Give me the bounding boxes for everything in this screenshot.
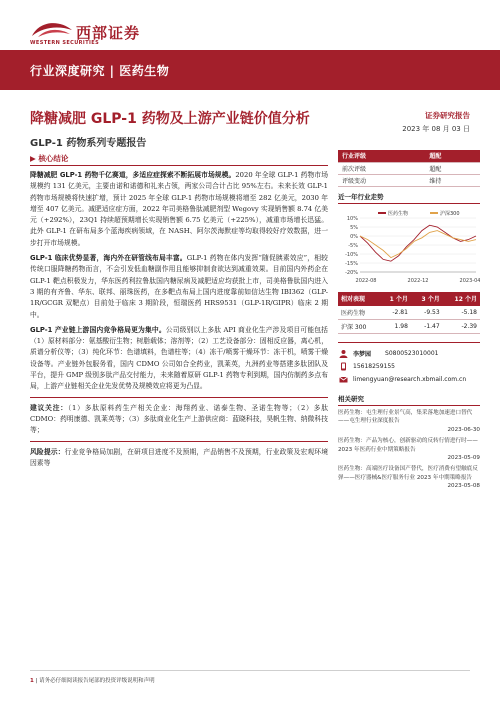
performance-header-cell: 相对表现 bbox=[338, 292, 379, 306]
series-line-pharma bbox=[360, 225, 476, 261]
analyst-email-row[interactable] bbox=[338, 373, 480, 386]
legend-item-pharma bbox=[378, 210, 408, 217]
y-tick-label: 0% bbox=[350, 233, 358, 240]
related-research-date: 2023-05-08 bbox=[447, 483, 480, 490]
paragraph-market bbox=[30, 170, 328, 249]
y-tick-label: 5% bbox=[350, 224, 358, 231]
y-tick-label: -5% bbox=[348, 242, 358, 249]
paragraph-supply-chain bbox=[30, 325, 328, 393]
performance-cell: -9.53 bbox=[411, 306, 443, 320]
related-research-date: 2023-05-09 bbox=[447, 455, 480, 462]
paragraph-lead: GLP-1 产业链上游国内竞争格局更为集中。 bbox=[30, 325, 166, 334]
trend-chart bbox=[338, 206, 480, 286]
paragraph-lead: 风险提示： bbox=[30, 447, 65, 456]
related-research-title[interactable]: 医药生物：屯生理行业景气高，集采落地加速进口替代——屯生理行业深度报告 bbox=[338, 410, 473, 425]
analyst-card bbox=[338, 342, 480, 386]
analyst-email[interactable]: limengyuan@research.xbmail.com.cn bbox=[353, 376, 467, 383]
analyst-license: S0800523010001 bbox=[385, 350, 439, 357]
analyst-name: 李梦园 bbox=[353, 351, 372, 358]
person-icon bbox=[338, 349, 348, 359]
rating-row bbox=[338, 162, 480, 174]
performance-header-row bbox=[338, 292, 480, 306]
legend-label: 沪深300 bbox=[440, 210, 460, 217]
rating-table bbox=[338, 150, 480, 187]
logo-chinese: 西部证券 bbox=[76, 24, 141, 42]
paragraph-divider bbox=[30, 397, 328, 398]
y-tick-label: -10% bbox=[345, 251, 358, 258]
x-tick-label: 2022-08 bbox=[355, 277, 377, 284]
related-research-item[interactable] bbox=[338, 409, 480, 434]
rating-value: 维持 bbox=[425, 174, 480, 186]
report-subtitle: GLP-1 药物系列专题报告 bbox=[30, 138, 147, 149]
trend-chart-svg bbox=[338, 206, 480, 286]
performance-table bbox=[338, 292, 480, 335]
performance-header-cell: 1 个月 bbox=[379, 292, 411, 306]
paragraph-pipeline bbox=[30, 253, 328, 321]
sidebar bbox=[338, 150, 480, 491]
paragraph-risk bbox=[30, 447, 328, 470]
analyst-phone-row bbox=[338, 360, 480, 373]
paragraph-lead: 降糖减肥 GLP-1 药物千亿赛道，多适应症探索不断拓展市场规模。 bbox=[30, 171, 236, 179]
related-research-title[interactable]: 医药生物：高端医疗设备国产替代，医疗消费有望触底反弹——医疗器械&医疗服务行业 2023 年中期策略报告 bbox=[338, 466, 478, 481]
legend-item-csi300 bbox=[430, 210, 460, 217]
page-number: 1 bbox=[30, 678, 34, 684]
y-tick-label: 10% bbox=[346, 215, 358, 222]
paragraph-text: （1）多肽原料药生产相关企业：海翔药业、诺泰生物、圣诺生物等；（2）多肽 CDMO：药明康德、凯莱英等；（3）多肽商业化生产上游供应商：蓝晓科技，昊帆生物、纳微科技等； bbox=[30, 403, 328, 435]
page-footer bbox=[30, 676, 155, 684]
related-research-date: 2023-06-30 bbox=[447, 426, 480, 433]
performance-cell: 1.98 bbox=[379, 320, 411, 334]
footer-divider bbox=[30, 670, 470, 671]
rating-label: 行业评级 bbox=[338, 150, 425, 162]
performance-header-cell: 3 个月 bbox=[411, 292, 443, 306]
phone-icon bbox=[338, 362, 348, 372]
performance-row bbox=[338, 306, 480, 320]
x-tick-label: 2022-12 bbox=[407, 277, 429, 284]
performance-cell: -2.39 bbox=[443, 320, 480, 334]
rating-row bbox=[338, 150, 480, 162]
paragraph-text: 公司级别以上多肽 API 商业化生产涉及项目可能包括（1）原材料部分：氨基酸衍生物；树脂载体；溶剂等；（2）工艺设备部分：固相反应器，离心机，质谱分析仪等；（3）纯化环节：色谱填料，色谱柱等；（4）冻干/喷雾干燥环节：冻干机，喷雾干燥设备等。产业链外包服务看，国内 CDMO 公司如合全药业，凯莱英，九洲药业等搭建多肽团队及平台，提升 GMP 级别多肽产品交付能力，未来随着原研 GLP-1 药物专利到期，国内仿制药多点布局，上游产业链相关企业先发优势及规模效应将更为凸显。 bbox=[30, 325, 328, 391]
rating-value: 超配 bbox=[425, 150, 480, 162]
report-type: 证券研究报告 bbox=[425, 111, 470, 120]
related-research-title[interactable]: 医药生物：产品为核心，创新驱动的反转行情进行时——2023 年医药行业中期策略报告 bbox=[338, 438, 478, 453]
rating-label: 前次评级 bbox=[338, 162, 425, 174]
footer-disclaimer: | 请务必仔细阅读报告尾部的投资评级说明和声明 bbox=[35, 678, 155, 684]
trend-chart-heading: 近一年行业走势 bbox=[338, 192, 480, 204]
performance-row bbox=[338, 320, 480, 334]
performance-cell: 医药生物 bbox=[338, 306, 379, 320]
y-tick-label: -20% bbox=[345, 269, 358, 276]
banner-category: 行业深度研究 | 医药生物 bbox=[30, 64, 170, 78]
report-date: 2023 年 08 月 03 日 bbox=[402, 125, 470, 133]
performance-header-cell: 12 个月 bbox=[443, 292, 480, 306]
rating-value: 超配 bbox=[425, 162, 480, 174]
rating-label: 评级变动 bbox=[338, 174, 425, 186]
related-research-heading: 相关研究 bbox=[338, 394, 480, 406]
analyst-name-row bbox=[338, 347, 480, 360]
rating-row bbox=[338, 174, 480, 186]
section-divider bbox=[30, 165, 328, 166]
related-research-item[interactable] bbox=[338, 437, 480, 462]
paragraph-text: GLP-1 药物在体内发挥“随促胰素效应”，相较传统口服降糖药物而言，不会引发低血糖副作用且能够抑制食欲达到减重效果。目前国内外药企在 GLP-1 靶点积极发力，华东医药利拉鲁肽国内糖尿病及减肥适应均获批上市，司美格鲁肽国内进入 3 期的有齐鲁、华东、联邦、丽珠医药，在多靶点布局上国内进度靠前如信达生物 IBI362（GLP-1R/GCGR 双靶点）目前处于临床 3 期阶段，恒瑞医药 HRS9531（GLP-1R/GIPR）临床 2 期中。 bbox=[30, 254, 328, 319]
performance-cell: 沪深 300 bbox=[338, 320, 379, 334]
paragraph-recommendation bbox=[30, 403, 328, 437]
paragraph-text: 2020 年全球 GLP-1 药物市场规模约 131 亿美元，主要由诺和诺德和礼来占领，两家公司合计占比 95%左右。未来长效 GLP-1 药物市场规模将快速扩增，预计 2025 年全球 GLP-1 药物市场规模将增至 282 亿美元，2030 年增至 407 亿美元。减肥适应症方面，2022 年司美格鲁肽减肥剂型 Wegovy 实现销售额 8.74 亿美元（+292%），23Q1 持续超预期增长实现销售额 6.75 亿美元（+225%），减重市场增长迅猛。此外 GLP-1 在研布局多个蓝海疾病领域，在 NASH、阿尔茨海默症等均取得较好疗效数据，进一步打开市场规模。 bbox=[30, 171, 328, 247]
paragraph-lead: 建议关注： bbox=[30, 403, 68, 412]
analyst-phone: 15618259155 bbox=[353, 363, 395, 370]
report-title: 降糖减肥 GLP-1 药物及上游产业链价值分析 bbox=[30, 111, 310, 127]
paragraph-text: 行业竞争格局加剧，在研项目进度不及预期，产品销售不及预期，行业政策及宏观环境因素等 bbox=[30, 447, 329, 467]
x-tick-label: 2023-04 bbox=[459, 277, 480, 284]
email-icon bbox=[338, 375, 348, 385]
core-conclusion-body bbox=[30, 170, 328, 473]
company-logo bbox=[30, 18, 150, 46]
header-banner bbox=[0, 50, 500, 90]
paragraph-lead: GLP-1 临床优势显著，海内外在研管线布局丰富。 bbox=[30, 254, 187, 263]
logo-english: WESTERN SECURITIES bbox=[30, 40, 100, 46]
performance-cell: -2.81 bbox=[379, 306, 411, 320]
related-research-item[interactable] bbox=[338, 465, 480, 490]
y-tick-label: -15% bbox=[345, 260, 358, 267]
performance-cell: -5.18 bbox=[443, 306, 480, 320]
paragraph-divider bbox=[30, 441, 328, 442]
performance-cell: -1.47 bbox=[411, 320, 443, 334]
core-conclusion-heading: ▶ 核心结论 bbox=[30, 154, 69, 163]
legend-label: 医药生物 bbox=[388, 210, 409, 217]
